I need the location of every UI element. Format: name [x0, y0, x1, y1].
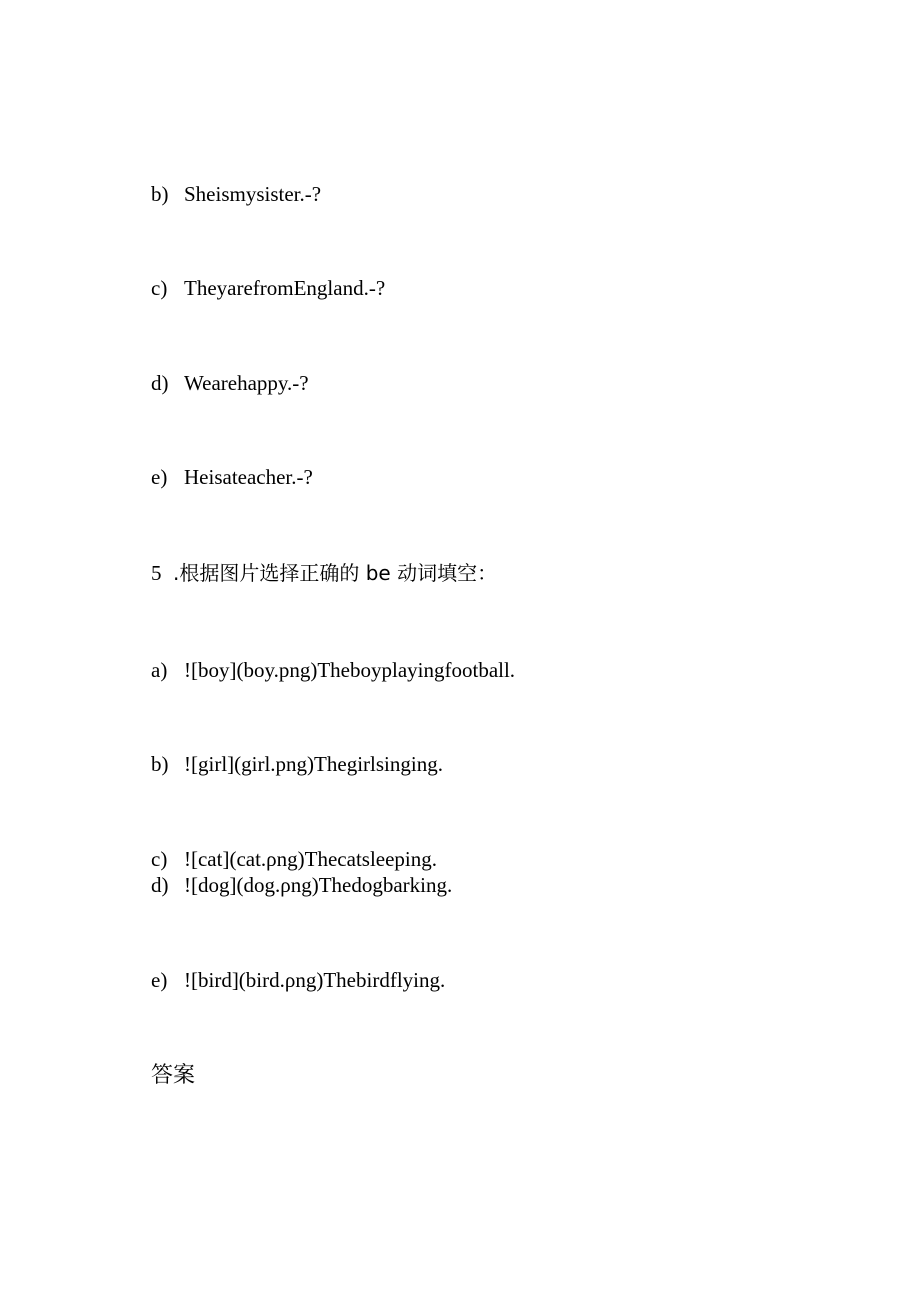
picture-item-b [151, 751, 443, 777]
item-text: TheyarefromEngland.-? [184, 276, 386, 300]
item-text: ![boy](boy.png)Theboyplayingfootball. [184, 658, 516, 682]
item-text: Wearehappy.-? [184, 371, 309, 395]
section-heading [151, 560, 497, 586]
item-marker: d) [151, 371, 169, 395]
item-marker: b) [151, 752, 169, 776]
section-title: .根据图片选择正确的 be 动词填空： [173, 561, 498, 585]
picture-item-c [151, 846, 437, 872]
question-item-c [151, 275, 385, 301]
item-text: ![dog](dog.ρng)Thedogbarking. [184, 873, 453, 897]
item-text: ![cat](cat.ρng)Thecatsleeping. [184, 847, 438, 871]
item-marker: b) [151, 182, 169, 206]
section-number: 5 [151, 561, 162, 585]
item-text: Heisateacher.-? [184, 465, 313, 489]
item-text: ![girl](girl.png)Thegirlsinging. [184, 752, 443, 776]
item-marker: c) [151, 847, 168, 871]
item-marker: d) [151, 873, 169, 897]
item-text: Sheismysister.-? [184, 182, 322, 206]
item-marker: e) [151, 465, 168, 489]
item-marker: a) [151, 658, 168, 682]
question-item-d [151, 370, 309, 396]
answers-heading: 答案 [151, 1063, 196, 1088]
picture-item-d [151, 872, 452, 898]
item-marker: e) [151, 968, 168, 992]
picture-item-a [151, 657, 515, 683]
picture-item-e [151, 967, 445, 993]
item-text: ![bird](bird.ρng)Thebirdflying. [184, 968, 446, 992]
question-item-e [151, 464, 313, 490]
item-marker: c) [151, 276, 168, 300]
question-item-b [151, 181, 321, 207]
